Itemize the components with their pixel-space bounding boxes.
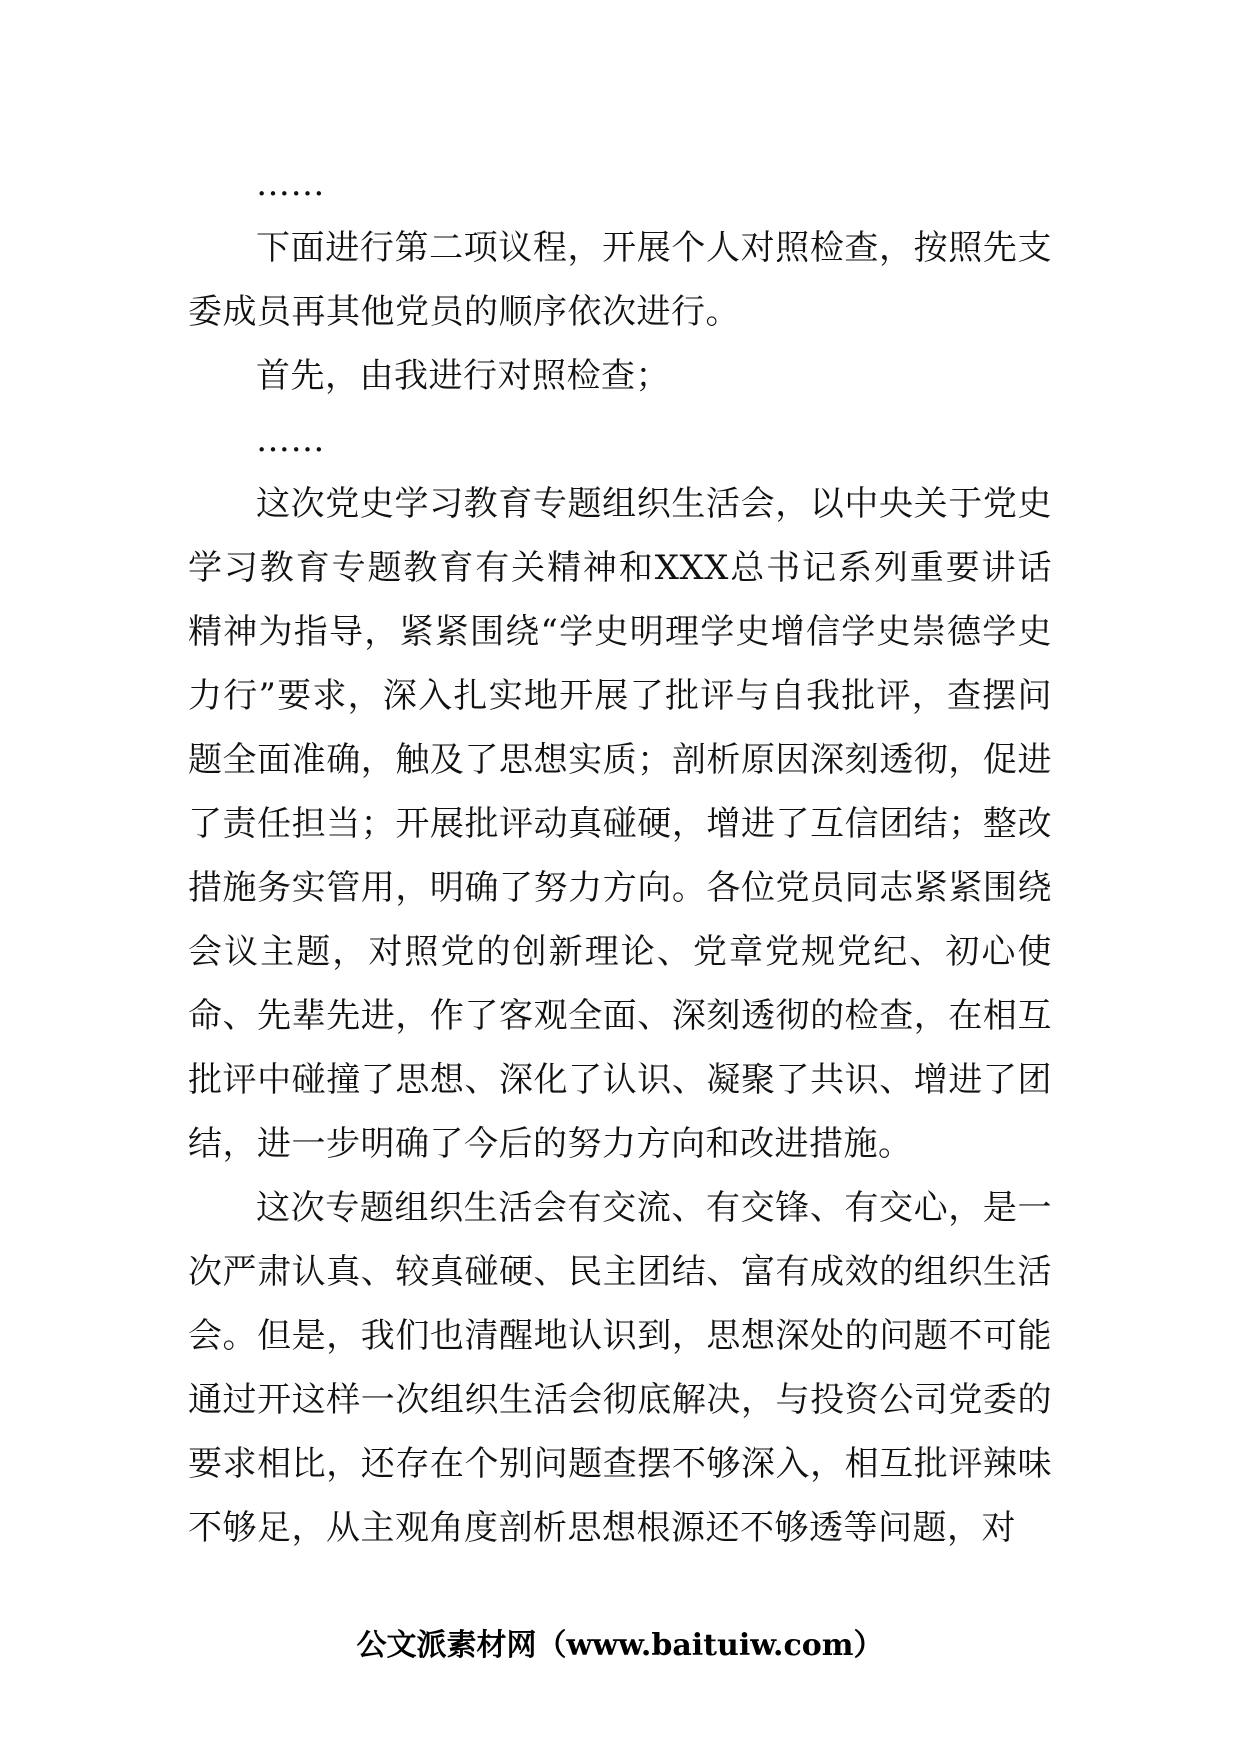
paragraph-ellipsis-1: …… [256,164,325,204]
paragraph-agenda-item-two: 下面进行第二项议程，开展个人对照检查，按照先支委成员再其他党员的顺序依次进行。 [188,228,1052,332]
footer-watermark: 公文派素材网（www.baituiw.com） [356,1628,884,1663]
paragraph-meeting-evaluation: 这次专题组织生活会有交流、有交锋、有交心，是一次严肃认真、较真碰硬、民主团结、富有成效的组织生活会。但是，我们也清醒地认识到，思想深处的问题不可能通过开这样一次组织生活会彻底解决，与投资公司党委的要求相比，还存在个别问题查摆不够深入，相互批评辣味不够足，从主观角度剖析思想根源还不够透等问题，对 [188,1188,1052,1548]
paragraph-meeting-summary: 这次党史学习教育专题组织生活会，以中央关于党史学习教育专题教育有关精神和XXX总书记系列重要讲话精神为指导，紧紧围绕“学史明理学史增信学史崇德学史力行”要求，深入扎实地开展了批评与自我批评，查摆问题全面准确，触及了思想实质；剖析原因深刻透彻，促进了责任担当；开展批评动真碰硬，增进了互信团结；整改措施务实管用，明确了努力方向。各位党员同志紧紧围绕会议主题，对照党的创新理论、党章党规党纪、初心使命、先辈先进，作了客观全面、深刻透彻的检查，在相互批评中碰撞了思想、深化了认识、凝聚了共识、增进了团结，进一步明确了今后的努力方向和改进措施。 [188,484,1052,1164]
document-body [188,152,1052,1560]
paragraph-ellipsis-2: …… [256,420,325,460]
paragraph-self-check: 首先，由我进行对照检查； [256,356,670,396]
